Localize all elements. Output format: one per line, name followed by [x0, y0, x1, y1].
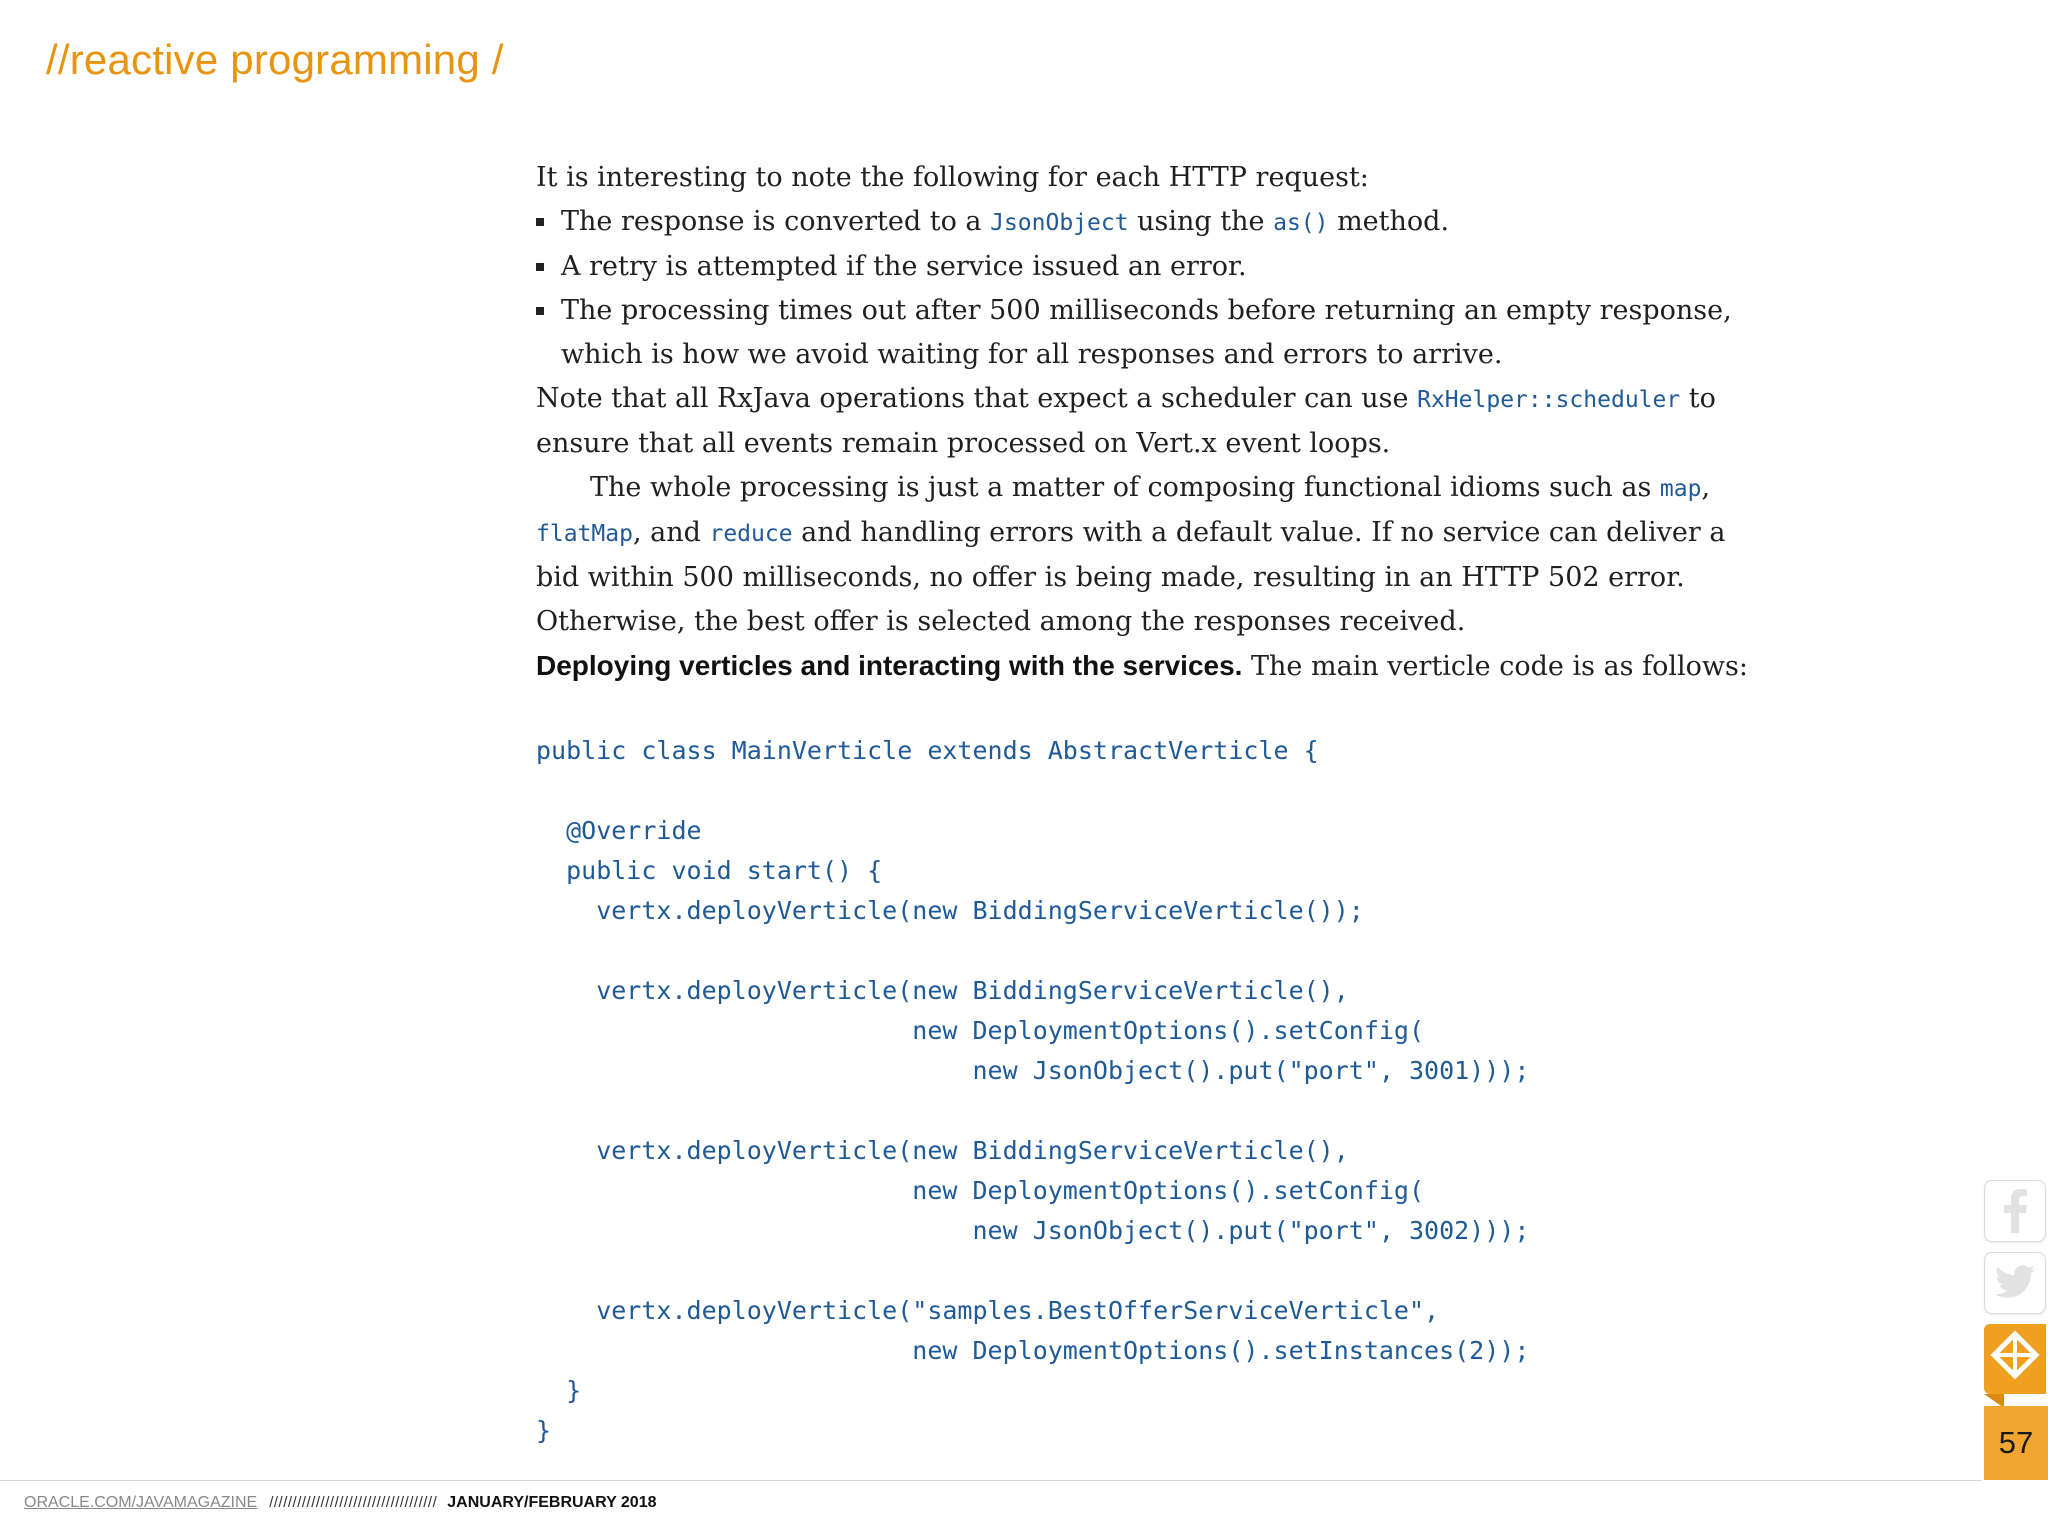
twitter-icon [1994, 1265, 2036, 1301]
issue-date: JANUARY/FEBRUARY 2018 [447, 1494, 657, 1511]
footer-slashes: //////////////////////////////////// [269, 1494, 438, 1511]
page-number: 57 [1984, 1406, 2048, 1480]
bookmark-button[interactable] [1984, 1324, 2046, 1394]
inline-code: as() [1273, 210, 1329, 236]
inline-code: JsonObject [990, 210, 1129, 236]
page-footer [24, 1494, 657, 1512]
article-body [536, 156, 1766, 1451]
twitter-share-button[interactable] [1984, 1252, 2046, 1314]
facebook-share-button[interactable] [1984, 1180, 2046, 1242]
inline-code: RxHelper::scheduler [1417, 387, 1681, 413]
bookmark-icon [1984, 1324, 2046, 1410]
site-link[interactable]: ORACLE.COM/JAVAMAGAZINE [24, 1494, 258, 1511]
inline-code: map [1659, 476, 1702, 502]
note-paragraph: Note that all RxJava operations that expect a scheduler can use RxHelper::scheduler to ensure that all events remain processed on Vert.x event loops. [536, 383, 1716, 459]
list-item: A retry is attempted if the service issued an error. [536, 245, 1766, 289]
bullet-square [536, 218, 544, 226]
footer-divider [0, 1480, 1982, 1481]
bullet-square [536, 263, 544, 271]
bullet-square [536, 307, 544, 315]
facebook-icon [2000, 1189, 2030, 1233]
inline-code: reduce [709, 521, 793, 547]
inline-code: flatMap [536, 521, 633, 547]
list-item: The processing times out after 500 milliseconds before returning an empty response, which is how we avoid waiting for all responses and errors to arrive. [536, 289, 1766, 377]
run-in-heading: Deploying verticles and interacting with the services. [536, 650, 1243, 681]
section-title: //reactive programming / [46, 36, 504, 83]
intro-paragraph: It is interesting to note the following for each HTTP request: [536, 162, 1369, 193]
code-listing: public class MainVerticle extends AbstractVerticle { @Override public void start() { vertx.deployVerticle(new BiddingServiceVerticle()); vertx.deployVerticle(new BiddingServiceVerticle(), new DeploymentOptions().setConfig( new JsonObject().put("port", 3001))); vertx.deployVerticle(new BiddingServiceVerticle(), new DeploymentOptions().setConfig( new JsonObject().put("port", 3002))); vertx.deployVerticle("samples.BestOfferServiceVerticle", new DeploymentOptions().setInstances(2)); } } [536, 736, 1530, 1445]
bullet-list [536, 200, 1766, 377]
body-paragraph: The whole processing is just a matter of composing functional idioms such as map, flatMap, and reduce and handling errors with a default value. If no service can deliver a bid within 500 milliseconds, no offer is being made, resulting in an HTTP 502 error. Otherwise, the best offer is selected among the responses received. [536, 472, 1726, 637]
list-item: The response is converted to a JsonObject using the as() method. [536, 200, 1766, 245]
deploy-paragraph: Deploying verticles and interacting with the services. The main verticle code is as follows: [536, 650, 1748, 682]
